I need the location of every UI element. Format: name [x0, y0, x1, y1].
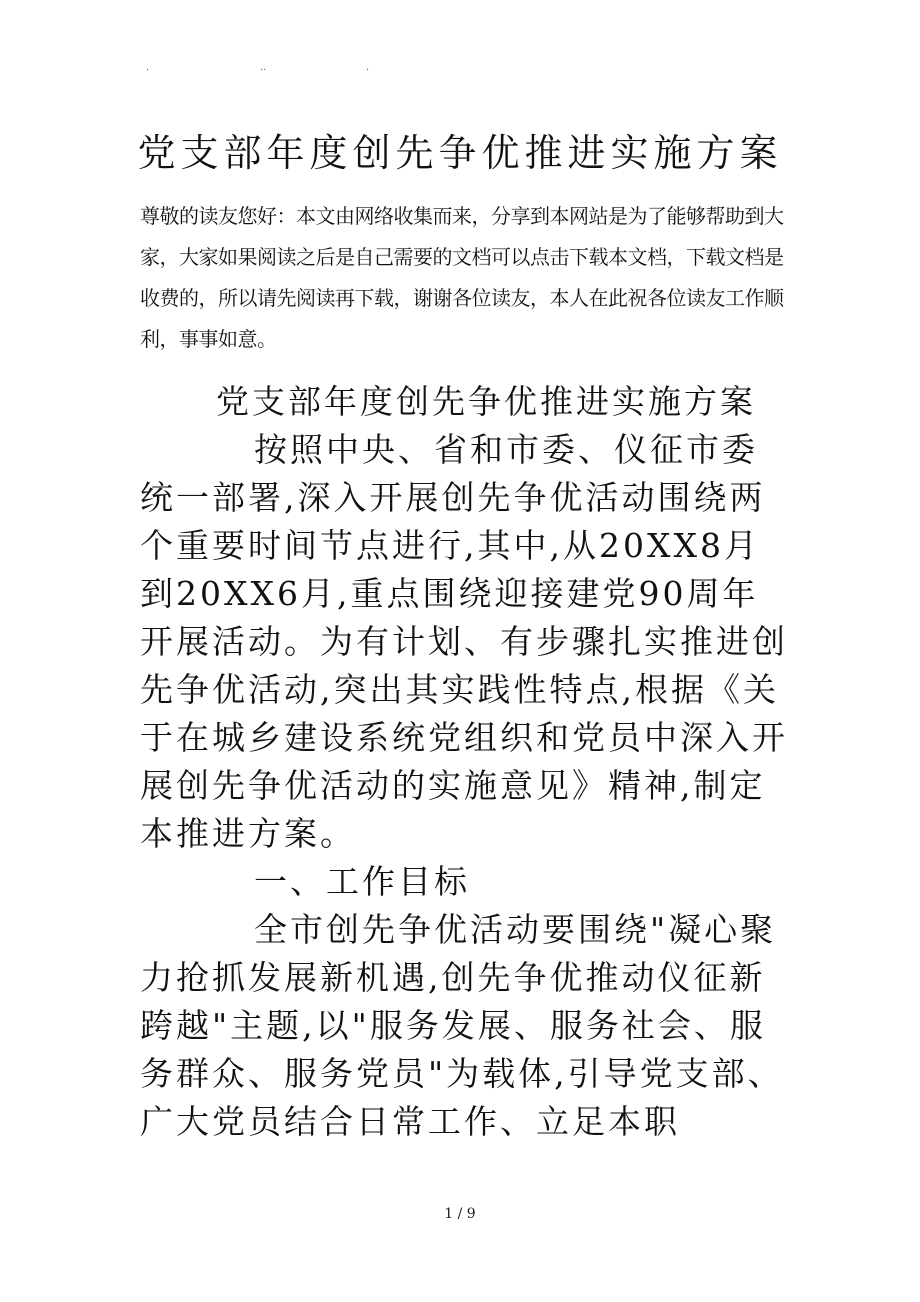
paragraph: [140, 906, 790, 1146]
paragraph: [140, 426, 790, 858]
paragraph-text: 全市创先争优活动要围绕"凝心聚力抢抓发展新机遇,创先争优推动仪征新跨越"主题,以"服务发展、服务社会、服务群众、服务党员"为载体,引导党支部、广大党员结合日常工作、立足本职: [140, 910, 784, 1141]
download-notice: 尊敬的读友您好：本文由网络收集而来，分享到本网站是为了能够帮助到大家，大家如果阅读之后是自己需要的文档可以点击下载本文档，下载文档是收费的，所以请先阅读再下载，谢谢各位读友，本人在此祝各位读友工作顺利，事事如意。: [140, 204, 784, 351]
page-number: 1 / 9: [444, 1206, 476, 1222]
header-mark: ..: [260, 62, 267, 73]
document-title: 党支部年度创先争优推进实施方案: [137, 131, 783, 175]
section-title: 一、工作目标: [254, 862, 470, 901]
header-marks: [140, 62, 380, 82]
paragraph-text: 按照中央、省和市委、仪征市委统一部署,深入开展创先争优活动围绕两个重要时间节点进行,其中,从20XX8月到20XX6月,重点围绕迎接建党90周年开展活动。为有计划、有步骤扎实推进创先争优活动,突出其实践性特点,根据《关于在城乡建设系统党组织和党员中深入开展创先争优活动的实施意见》精神,制定本推进方案。: [140, 430, 788, 853]
document-body: [140, 378, 790, 1146]
header-mark: .: [366, 62, 370, 73]
body-heading: 党支部年度创先争优推进实施方案: [216, 382, 756, 421]
header-mark: .: [146, 62, 150, 73]
